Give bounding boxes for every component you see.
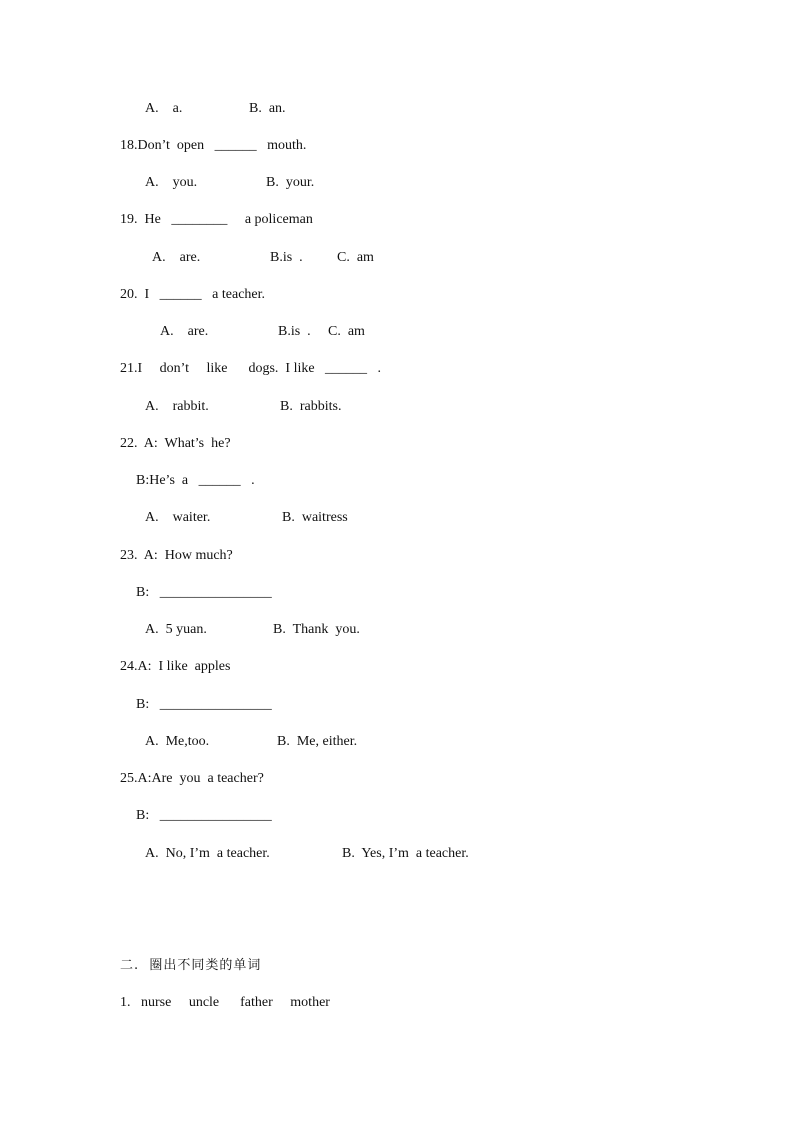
q23-option-a: A. 5 yuan.: [145, 622, 207, 637]
q19-option-b: B.is .: [270, 250, 303, 265]
q25-stem: 25.A:Are you a teacher?: [120, 771, 264, 786]
q20-option-b: B.is .: [278, 324, 311, 339]
q20-option-a: A. are.: [160, 324, 209, 339]
q19-stem: 19. He ________ a policeman: [120, 212, 313, 227]
q17-option-b: B. an.: [249, 101, 286, 116]
q25-option-a: A. No, I’m a teacher.: [145, 846, 270, 861]
q24-option-b: B. Me, either.: [277, 734, 358, 749]
q24-option-a: A. Me,too.: [145, 734, 210, 749]
q22-option-b: B. waitress: [282, 510, 348, 525]
q18-option-a: A. you.: [145, 175, 198, 190]
q22-sub: B:He’s a ______ .: [136, 473, 255, 488]
q25-sub: B: ________________: [136, 808, 272, 823]
q20-option-c: C. am: [328, 324, 365, 339]
q24-stem: 24.A: I like apples: [120, 659, 231, 674]
q23-sub: B: ________________: [136, 585, 272, 600]
q23-stem: 23. A: How much?: [120, 548, 233, 563]
section2-heading: 二. 圈出不同类的单词: [120, 958, 262, 973]
q24-sub: B: ________________: [136, 697, 272, 712]
q22-stem: 22. A: What’s he?: [120, 436, 231, 451]
q21-option-a: A. rabbit.: [145, 399, 209, 414]
q25-option-b: B. Yes, I’m a teacher.: [342, 846, 469, 861]
q18-stem: 18.Don’t open ______ mouth.: [120, 138, 307, 153]
q19-option-a: A. are.: [152, 250, 201, 265]
q23-option-b: B. Thank you.: [273, 622, 360, 637]
q21-option-b: B. rabbits.: [280, 399, 342, 414]
section2-item-1: 1. nurse uncle father mother: [120, 995, 330, 1010]
q21-stem: 21.I don’t like dogs. I like ______ .: [120, 361, 382, 376]
q22-option-a: A. waiter.: [145, 510, 211, 525]
q17-option-a: A. a.: [145, 101, 183, 116]
q19-option-c: C. am: [337, 250, 374, 265]
q20-stem: 20. I ______ a teacher.: [120, 287, 266, 302]
q18-option-b: B. your.: [266, 175, 315, 190]
